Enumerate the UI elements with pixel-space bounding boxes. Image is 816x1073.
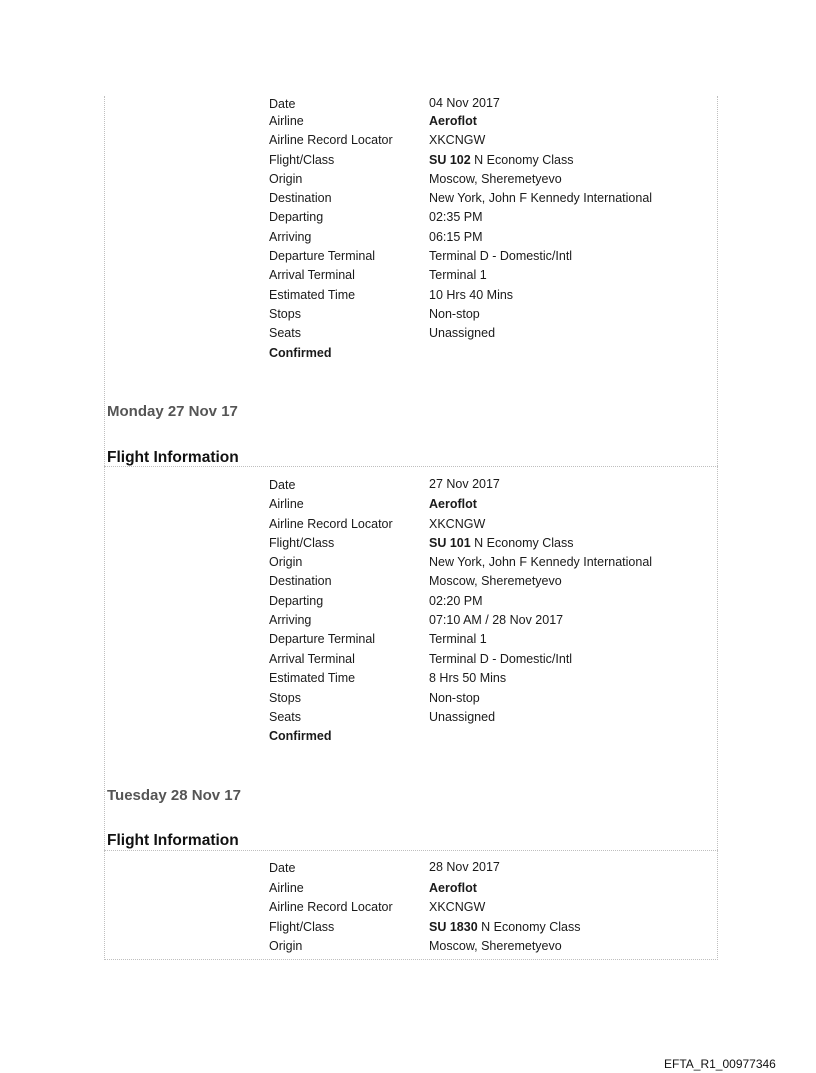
flight2-airline-label: Airline (269, 497, 304, 511)
flight2-flight-number: SU 101 (429, 536, 471, 550)
flight2-locator-label: Airline Record Locator (269, 517, 393, 531)
flight1-seats-label: Seats (269, 326, 301, 340)
flight1-class: N Economy Class (470, 153, 574, 167)
flight1-date-label: Date (269, 97, 296, 111)
flight2-flightclass-value (429, 536, 574, 551)
flight3-flight-number: SU 1830 (429, 920, 478, 934)
flight2-arr-terminal-label: Arrival Terminal (269, 652, 355, 666)
flight3-locator-value: XKCNGW (429, 900, 486, 914)
flight1-flight-number: SU 102 (429, 153, 471, 167)
flight1-locator-label: Airline Record Locator (269, 133, 393, 147)
flight1-arriving-label: Arriving (269, 230, 312, 244)
flight2-arr-terminal-value: Terminal D - Domestic/Intl (429, 652, 573, 666)
day-heading-monday: Monday 27 Nov 17 (107, 403, 238, 420)
flight2-est-time-value: 8 Hrs 50 Mins (429, 671, 507, 685)
flight2-departing-label: Departing (269, 594, 324, 608)
flight3-origin-label: Origin (269, 939, 303, 953)
flight2-status: Confirmed (269, 729, 332, 743)
flight2-seats-label: Seats (269, 710, 301, 724)
flight1-arriving-value: 06:15 PM (429, 230, 483, 244)
flight3-airline-value: Aeroflot (429, 881, 477, 895)
flight2-flightclass-label: Flight/Class (269, 536, 335, 550)
flight1-departing-value: 02:35 PM (429, 210, 483, 224)
flight3-class: N Economy Class (477, 920, 581, 934)
flight3-section-title: Flight Information (107, 832, 239, 849)
flight1-date-value: 04 Nov 2017 (429, 96, 500, 110)
flight2-stops-value: Non-stop (429, 691, 480, 705)
flight1-flightclass-value (429, 153, 574, 168)
itinerary-frame (104, 96, 718, 960)
flight2-class: N Economy Class (470, 536, 574, 550)
flight2-est-time-label: Estimated Time (269, 671, 356, 685)
flight1-dep-terminal-value: Terminal D - Domestic/Intl (429, 249, 573, 263)
flight2-destination-label: Destination (269, 574, 332, 588)
flight2-departing-value: 02:20 PM (429, 594, 483, 608)
flight1-departing-label: Departing (269, 210, 324, 224)
day-heading-tuesday: Tuesday 28 Nov 17 (107, 787, 241, 804)
document-id: EFTA_R1_00977346 (664, 1057, 776, 1071)
flight2-destination-value: Moscow, Sheremetyevo (429, 574, 562, 588)
flight1-arr-terminal-value: Terminal 1 (429, 268, 487, 282)
flight1-seats-value: Unassigned (429, 326, 496, 340)
flight2-airline-value: Aeroflot (429, 497, 477, 511)
flight3-airline-label: Airline (269, 881, 304, 895)
flight3-flightclass-value (429, 920, 580, 935)
flight3-locator-label: Airline Record Locator (269, 900, 393, 914)
flight2-section-title: Flight Information (107, 449, 239, 466)
flight2-origin-label: Origin (269, 555, 303, 569)
flight3-flightclass-label: Flight/Class (269, 920, 335, 934)
flight1-stops-value: Non-stop (429, 307, 480, 321)
flight1-airline-value: Aeroflot (429, 114, 477, 128)
flight1-destination-label: Destination (269, 191, 332, 205)
flight2-dep-terminal-value: Terminal 1 (429, 632, 487, 646)
flight2-date-value: 27 Nov 2017 (429, 477, 500, 491)
flight1-est-time-value: 10 Hrs 40 Mins (429, 288, 514, 302)
flight2-date-label: Date (269, 478, 296, 492)
flight1-arr-terminal-label: Arrival Terminal (269, 268, 355, 282)
flight1-status: Confirmed (269, 346, 332, 360)
flight2-arriving-label: Arriving (269, 613, 312, 627)
flight1-flightclass-label: Flight/Class (269, 153, 335, 167)
flight1-origin-label: Origin (269, 172, 303, 186)
flight2-divider (104, 466, 718, 467)
flight2-locator-value: XKCNGW (429, 517, 486, 531)
flight1-est-time-label: Estimated Time (269, 288, 356, 302)
flight2-stops-label: Stops (269, 691, 301, 705)
flight3-date-value: 28 Nov 2017 (429, 860, 500, 874)
flight3-divider (104, 850, 718, 851)
flight2-dep-terminal-label: Departure Terminal (269, 632, 376, 646)
flight1-locator-value: XKCNGW (429, 133, 486, 147)
flight1-origin-value: Moscow, Sheremetyevo (429, 172, 562, 186)
flight3-origin-value: Moscow, Sheremetyevo (429, 939, 562, 953)
flight1-stops-label: Stops (269, 307, 301, 321)
flight2-origin-value: New York, John F Kennedy International (429, 555, 653, 569)
flight1-airline-label: Airline (269, 114, 304, 128)
flight1-destination-value: New York, John F Kennedy International (429, 191, 653, 205)
flight2-seats-value: Unassigned (429, 710, 496, 724)
flight1-dep-terminal-label: Departure Terminal (269, 249, 376, 263)
flight2-arriving-value: 07:10 AM / 28 Nov 2017 (429, 613, 564, 627)
flight3-date-label: Date (269, 861, 296, 875)
